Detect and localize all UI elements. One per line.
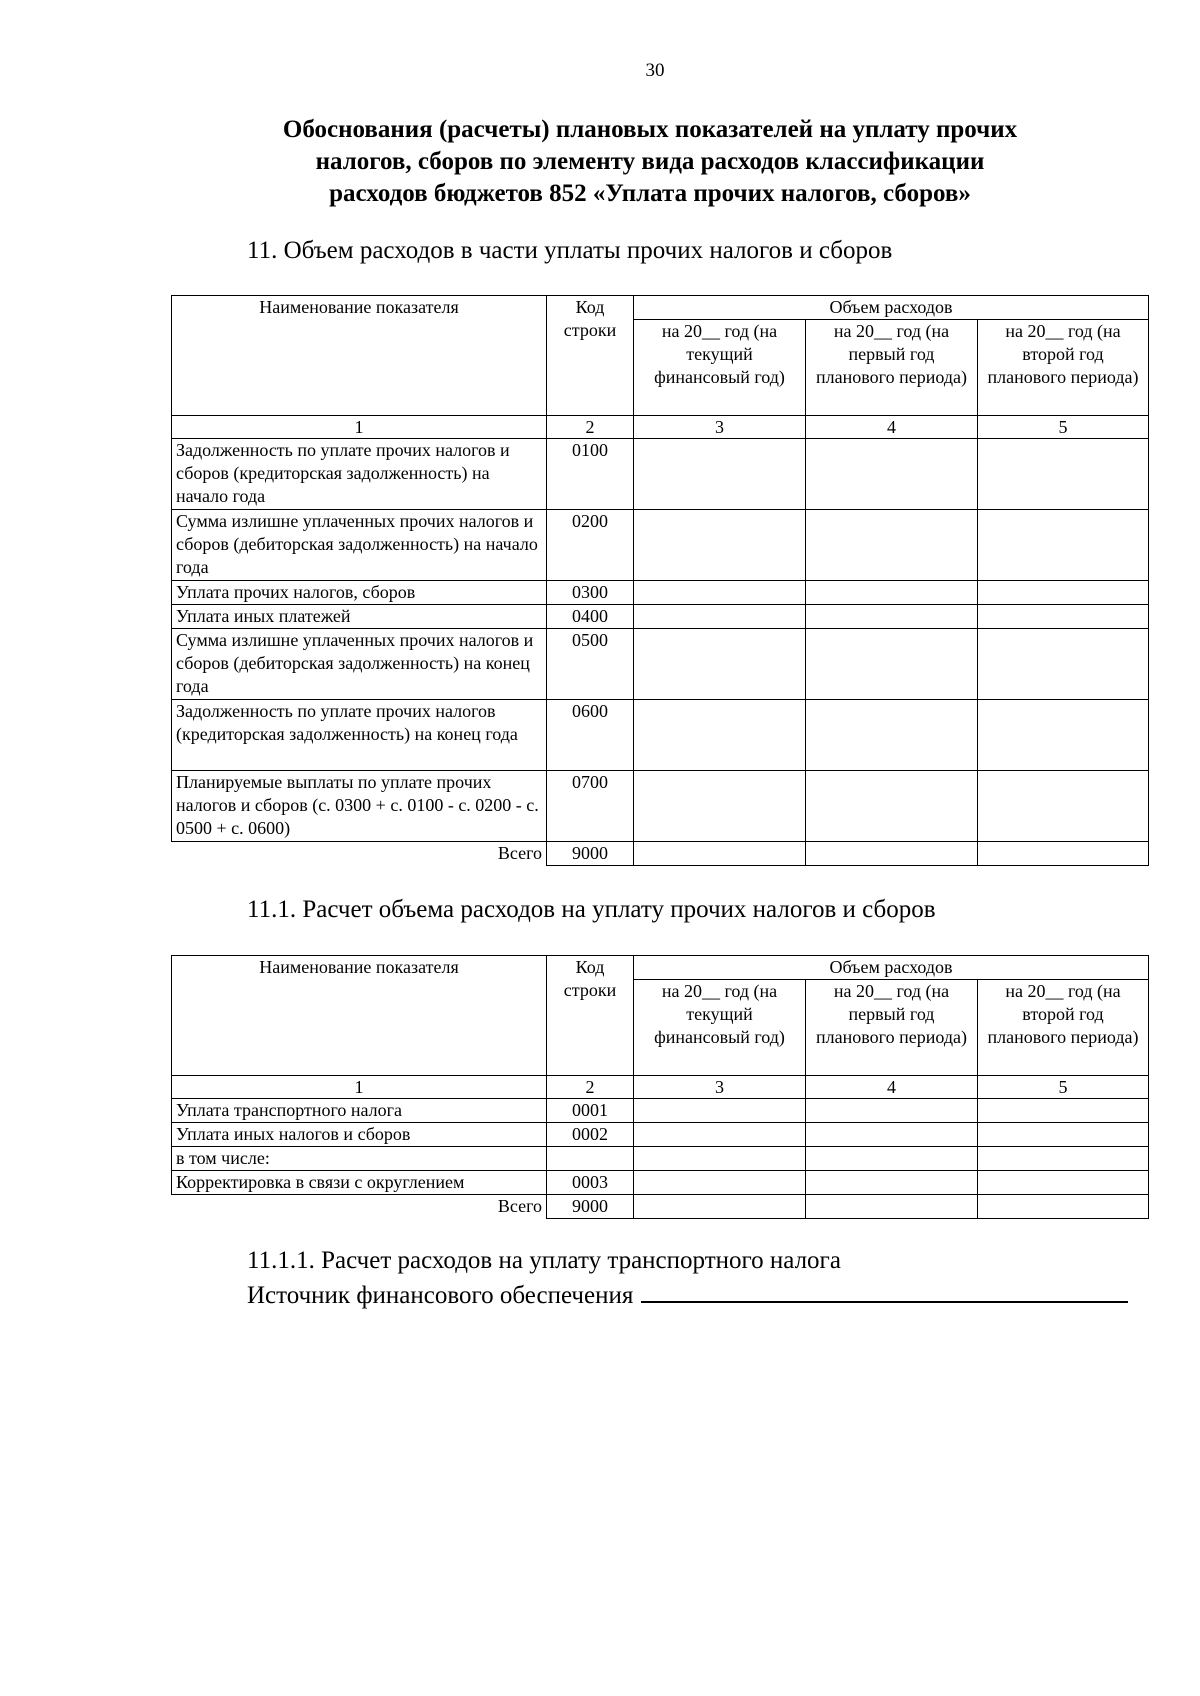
- header-volume: Объем расходов: [634, 956, 1149, 980]
- row-code: 0600: [547, 700, 634, 771]
- row-name: Уплата транспортного налога: [172, 1099, 547, 1123]
- table-row: [172, 510, 1149, 581]
- value-cell[interactable]: [634, 605, 806, 629]
- column-number: 2: [547, 416, 634, 439]
- header-year-current: на 20__ год (на текущий финансовый год): [634, 320, 806, 416]
- table-row: [172, 1147, 1149, 1171]
- value-cell[interactable]: [978, 842, 1149, 866]
- value-cell[interactable]: [978, 605, 1149, 629]
- value-cell[interactable]: [978, 629, 1149, 700]
- row-name: Сумма излишне уплаченных прочих налогов и сборов (дебиторская задолженность) на конец года: [172, 629, 547, 700]
- row-code: 0400: [547, 605, 634, 629]
- title-line: расходов бюджетов 852 «Уплата прочих налогов, сборов»: [329, 180, 971, 207]
- total-label: Всего: [172, 842, 547, 866]
- document-title: [250, 114, 1050, 210]
- funding-source-line: [247, 1277, 1128, 1311]
- row-name: Планируемые выплаты по уплате прочих налогов и сборов (с. 0300 + с. 0100 - с. 0200 - с. 0500 + с. 0600): [172, 771, 547, 842]
- row-code: 0300: [547, 581, 634, 605]
- title-line: Обоснования (расчеты) плановых показателей на уплату прочих: [282, 116, 1018, 143]
- value-cell[interactable]: [806, 842, 978, 866]
- header-year-first: на 20__ год (на первый год планового периода): [806, 320, 978, 416]
- value-cell[interactable]: [978, 1123, 1149, 1147]
- table-row: [172, 439, 1149, 510]
- table-row: [172, 581, 1149, 605]
- value-cell[interactable]: [806, 605, 978, 629]
- row-code: 0100: [547, 439, 634, 510]
- column-number: 1: [172, 1076, 547, 1099]
- table-row: [172, 1099, 1149, 1123]
- header-year-first: на 20__ год (на первый год планового периода): [806, 980, 978, 1076]
- table-row: [172, 1171, 1149, 1195]
- header-year-current: на 20__ год (на текущий финансовый год): [634, 980, 806, 1076]
- value-cell[interactable]: [634, 842, 806, 866]
- row-name: Уплата прочих налогов, сборов: [172, 581, 547, 605]
- value-cell[interactable]: [978, 581, 1149, 605]
- value-cell[interactable]: [634, 439, 806, 510]
- column-number: 2: [547, 1076, 634, 1099]
- total-code: 9000: [547, 842, 634, 866]
- value-cell[interactable]: [634, 581, 806, 605]
- value-cell[interactable]: [634, 1195, 806, 1219]
- row-name: Сумма излишне уплаченных прочих налогов и сборов (дебиторская задолженность) на начало года: [172, 510, 547, 581]
- value-cell[interactable]: [806, 1171, 978, 1195]
- value-cell[interactable]: [634, 629, 806, 700]
- column-number: 3: [634, 1076, 806, 1099]
- value-cell[interactable]: [978, 1147, 1149, 1171]
- table-row: [172, 700, 1149, 771]
- value-cell[interactable]: [634, 1147, 806, 1171]
- header-code: Код строки: [547, 956, 634, 1076]
- header-year-second: на 20__ год (на второй год планового периода): [978, 980, 1149, 1076]
- value-cell[interactable]: [978, 700, 1149, 771]
- column-number: 5: [978, 1076, 1149, 1099]
- column-number: 3: [634, 416, 806, 439]
- section-11-1-heading: 11.1. Расчет объема расходов на уплату прочих налогов и сборов: [247, 896, 936, 923]
- value-cell[interactable]: [806, 439, 978, 510]
- row-code: 0002: [547, 1123, 634, 1147]
- value-cell[interactable]: [806, 1099, 978, 1123]
- value-cell[interactable]: [806, 1123, 978, 1147]
- column-number: 4: [806, 416, 978, 439]
- value-cell[interactable]: [634, 700, 806, 771]
- column-number: 1: [172, 416, 547, 439]
- total-label: Всего: [172, 1195, 547, 1219]
- header-name: Наименование показателя: [172, 296, 547, 416]
- value-cell[interactable]: [978, 1171, 1149, 1195]
- value-cell[interactable]: [634, 1171, 806, 1195]
- value-cell[interactable]: [806, 629, 978, 700]
- tax-calculation-table: [171, 955, 1149, 1219]
- value-cell[interactable]: [978, 1195, 1149, 1219]
- value-cell[interactable]: [806, 581, 978, 605]
- header-year-second: на 20__ год (на второй год планового периода): [978, 320, 1149, 416]
- value-cell[interactable]: [634, 510, 806, 581]
- table-row: [172, 771, 1149, 842]
- funding-source-field[interactable]: [641, 1277, 1128, 1303]
- table-row: [172, 605, 1149, 629]
- value-cell[interactable]: [978, 1099, 1149, 1123]
- column-number: 5: [978, 416, 1149, 439]
- page-number: 30: [645, 60, 665, 81]
- funding-source-label: Источник финансового обеспечения: [247, 1282, 634, 1309]
- value-cell[interactable]: [806, 510, 978, 581]
- row-code: 0500: [547, 629, 634, 700]
- value-cell[interactable]: [978, 510, 1149, 581]
- row-name: Задолженность по уплате прочих налогов и сборов (кредиторская задолженность) на начало года: [172, 439, 547, 510]
- value-cell[interactable]: [806, 771, 978, 842]
- value-cell[interactable]: [634, 1123, 806, 1147]
- row-code: 0001: [547, 1099, 634, 1123]
- value-cell[interactable]: [978, 771, 1149, 842]
- section-11-heading: 11. Объем расходов в части уплаты прочих налогов и сборов: [247, 237, 893, 264]
- row-code: 0700: [547, 771, 634, 842]
- row-name: Уплата иных налогов и сборов: [172, 1123, 547, 1147]
- value-cell[interactable]: [634, 771, 806, 842]
- section-11-1-1-heading: 11.1.1. Расчет расходов на уплату транспортного налога: [247, 1247, 841, 1274]
- expense-volume-table: [171, 295, 1149, 866]
- value-cell[interactable]: [806, 700, 978, 771]
- title-line: налогов, сборов по элементу вида расходов классификации: [315, 148, 985, 175]
- table-row: [172, 1123, 1149, 1147]
- header-name: Наименование показателя: [172, 956, 547, 1076]
- row-code: [547, 1147, 634, 1171]
- value-cell[interactable]: [806, 1195, 978, 1219]
- header-code: Код строки: [547, 296, 634, 416]
- row-name: Задолженность по уплате прочих налогов (кредиторская задолженность) на конец года: [172, 700, 547, 771]
- column-number: 4: [806, 1076, 978, 1099]
- row-code: 0003: [547, 1171, 634, 1195]
- row-name: Уплата иных платежей: [172, 605, 547, 629]
- total-row: [172, 1195, 1149, 1219]
- row-name: в том числе:: [172, 1147, 547, 1171]
- value-cell[interactable]: [806, 1147, 978, 1171]
- total-code: 9000: [547, 1195, 634, 1219]
- row-name: Корректировка в связи с округлением: [172, 1171, 547, 1195]
- row-code: 0200: [547, 510, 634, 581]
- value-cell[interactable]: [634, 1099, 806, 1123]
- table-row: [172, 629, 1149, 700]
- total-row: [172, 842, 1149, 866]
- value-cell[interactable]: [978, 439, 1149, 510]
- header-volume: Объем расходов: [634, 296, 1149, 320]
